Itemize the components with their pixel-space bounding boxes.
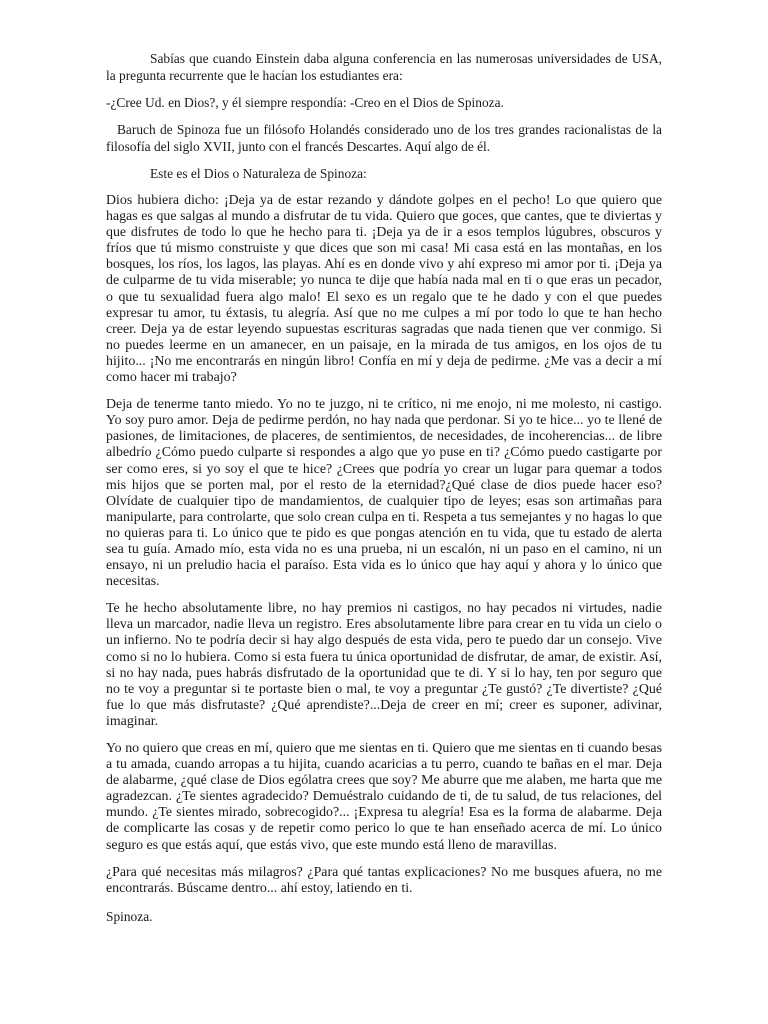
- section-heading: Este es el Dios o Naturaleza de Spinoza:: [150, 166, 367, 181]
- body-paragraph-2: Deja de tenerme tanto miedo. Yo no te juzgo, ni te crítico, ni me enojo, ni me molesto, ni castigo. Yo soy puro amor. Deja de pedirme perdón, no hay nada que perdonar. Si yo te hice... yo te llené de pasiones, de limitaciones, de placeres, de sentimientos, de necesidades, de incoherencias... de libre albedrío ¿Cómo puedo culparte si respondes a algo que yo puse en ti? ¿Cómo puedo castigarte por ser como eres, si yo soy el que te hice? ¿Crees que podría yo crear un lugar para quemar a todos mis hijos que se porten mal, por el resto de la eternidad?¿Qué clase de dios puede hacer eso? Olvídate de cualquier tipo de mandamientos, de cualquier tipo de leyes; esas son artimañas para manipularte, para controlarte, que solo crean culpa en ti. Respeta a tus semejantes y no hagas lo que no quieras para ti. Lo único que te pido es que pongas atención en tu vida, que tu estado de alerta sea tu guía. Amado mío, esta vida no es una prueba, ni un escalón, ni un paso en el camino, ni un ensayo, ni un preludio hacia el paraíso. Esta vida es lo único que hay aquí y ahora y lo único que necesitas.: [106, 397, 662, 590]
- body-paragraph-1: Dios hubiera dicho: ¡Deja ya de estar rezando y dándote golpes en el pecho! Lo que quiero que hagas es que salgas al mundo a disfrutar de tu vida. Quiero que goces, que cantes, que te diviertas y que disfrutes de todo lo que he hecho para ti. ¡Deja ya de ir a esos templos lúgubres, obscuros y fríos que tú mismo construiste y que dices que son mi casa! Mi casa está en las montañas, en los bosques, los ríos, los lagos, las playas. Ahí es en donde vivo y ahí expreso mi amor por ti. ¡Deja ya de culparme de tu vida miserable; yo nunca te dije que había nada mal en ti o que eras un pecador, o que tu sexualidad fuera algo malo! El sexo es un regalo que te he dado y con el que puedes expresar tu amor, tu éxtasis, tu alegría. Así que no me culpes a mí por todo lo que te han hecho creer. Deja ya de estar leyendo supuestas escrituras sagradas que nada tienen que ver conmigo. Si no puedes leerme en un amanecer, en un paisaje, en la mirada de tus amigos, en los ojos de tu hijito... ¡No me encontrarás en ningún libro! Confía en mí y deja de pedirme. ¿Me vas a decir a mí como hacer mi trabajo?: [106, 193, 662, 386]
- document-page: [106, 50, 662, 925]
- about-spinoza-paragraph: Baruch de Spinoza fue un filósofo Holandés considerado uno de los tres grandes racionalistas de la filosofía del siglo XVII, junto con el francés Descartes. Aquí algo de él.: [106, 122, 662, 154]
- signature: Spinoza.: [106, 908, 153, 924]
- body-paragraph-4: Yo no quiero que creas en mí, quiero que me sientas en ti. Quiero que me sientas en ti cuando besas a tu amada, cuando arropas a tu hijita, cuando acaricias a tu perro, cuando te bañas en el mar. Deja de alabarme, ¿qué clase de Dios ególatra crees que soy? Me aburre que me alaben, me harta que me agradezcan. ¿Te sientes agradecido? Demuéstralo cuidando de ti, de tu salud, de tus relaciones, del mundo. ¿Te sientes mirado, sobrecogido?... ¡Expresa tu alegría! Esa es la forma de alabarme. Deja de complicarte las cosas y de repetir como perico lo que te han enseñado acerca de mí. Lo único seguro es que estás aquí, que estás vivo, que este mundo está lleno de maravillas.: [106, 741, 662, 853]
- body-paragraph-5: ¿Para qué necesitas más milagros? ¿Para qué tantas explicaciones? No me busques afuera, no me encontrarás. Búscame dentro... ahí estoy, latiendo en ti.: [106, 864, 662, 896]
- question-paragraph: -¿Cree Ud. en Dios?, y él siempre respondía: -Creo en el Dios de Spinoza.: [106, 95, 504, 110]
- body-paragraph-3: Te he hecho absolutamente libre, no hay premios ni castigos, no hay pecados ni virtudes, nadie lleva un marcador, nadie lleva un registro. Eres absolutamente libre para crear en tu vida un cielo o un infierno. No te podría decir si hay algo después de esta vida, pero te puedo dar un consejo. Vive como si no lo hubiera. Como si esta fuera tu única oportunidad de disfrutar, de amar, de existir. Así, si no hay nada, pues habrás disfrutado de la oportunidad que te di. Y si lo hay, ten por seguro que no te voy a preguntar si te portaste bien o mal, te voy a preguntar ¿Te gustó? ¿Te divertiste? ¿Qué fue lo que más disfrutaste? ¿Qué aprendiste?...Deja de creer en mí; creer es suponer, adivinar, imaginar.: [106, 601, 662, 729]
- intro-paragraph: Sabías que cuando Einstein daba alguna conferencia en las numerosas universidades de USA, la pregunta recurrente que le hacían los estudiantes era:: [106, 51, 662, 83]
